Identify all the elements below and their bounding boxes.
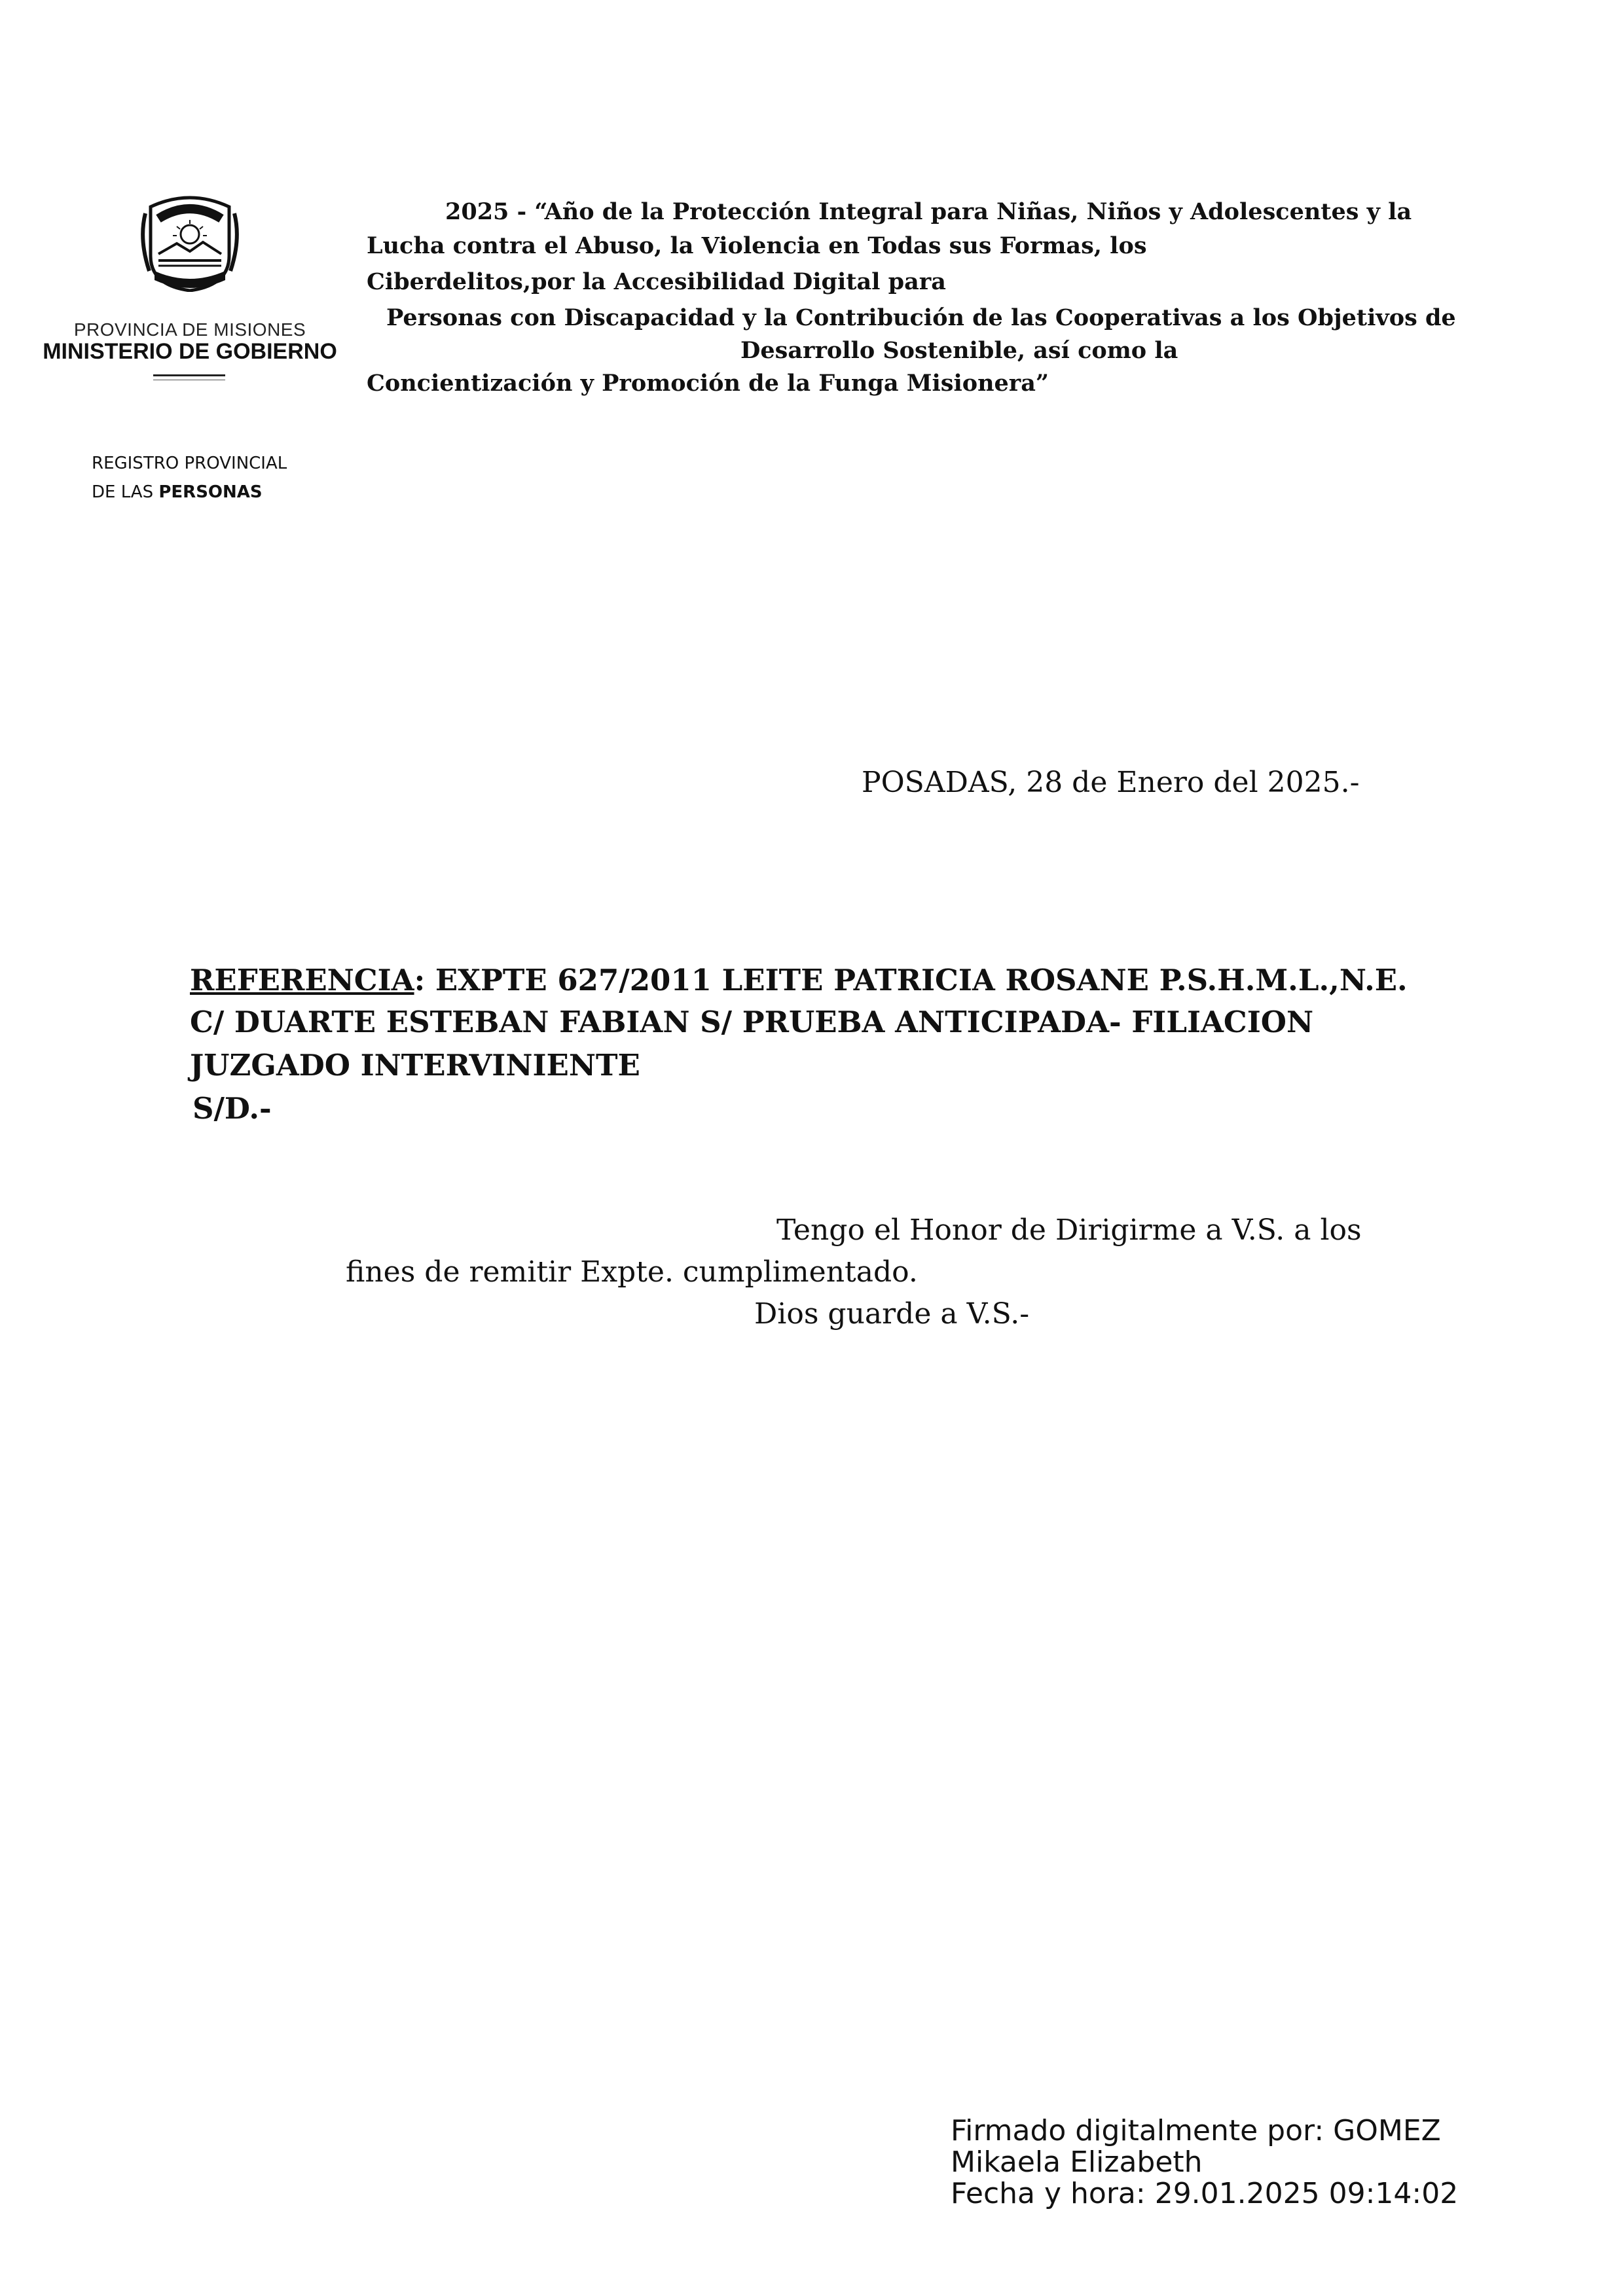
reference-line1-rest: : EXPTE 627/2011 LEITE PATRICIA ROSANE P.S.H.M.L.,N.E. <box>414 963 1408 997</box>
logo-province-label: PROVINCIA DE MISIONES <box>73 319 306 340</box>
registry-line2 <box>92 478 263 507</box>
reference-label: REFERENCIA <box>190 963 414 997</box>
header-slogan-line: Personas con Discapacidad y la Contribución de las Cooperativas a los Objetivos de <box>386 304 1456 331</box>
signature-line1: Firmado digitalmente por: GOMEZ <box>951 2114 1441 2147</box>
header-slogan-line: Ciberdelitos,por la Accesibilidad Digital para <box>367 268 946 295</box>
date-line: POSADAS, 28 de Enero del 2025.- <box>862 766 1360 799</box>
registry-line1: REGISTRO PROVINCIAL <box>92 454 287 473</box>
logo-ministry-label: MINISTERIO DE GOBIERNO <box>43 339 337 364</box>
registry-line2-prefix: DE LAS <box>92 482 159 502</box>
body-line2: fines de remitir Expte. cumplimentado. <box>346 1255 918 1289</box>
reference-line4: S/D.- <box>192 1091 272 1126</box>
header-slogan-line: Concientización y Promoción de la Funga Misionera” <box>367 370 1049 397</box>
registry-line2-bold: PERSONAS <box>158 482 263 502</box>
body-line1: Tengo el Honor de Dirigirme a V.S. a los <box>776 1213 1362 1247</box>
header-slogan-line: Desarrollo Sostenible, así como la <box>740 337 1178 364</box>
body-line3: Dios guarde a V.S.- <box>754 1297 1030 1331</box>
signature-line2: Mikaela Elizabeth <box>951 2145 1203 2179</box>
coat-of-arms-icon <box>131 194 249 292</box>
header-slogan-line: Lucha contra el Abuso, la Violencia en Todas sus Formas, los <box>367 232 1147 259</box>
signature-line3: Fecha y hora: 29.01.2025 09:14:02 <box>951 2177 1459 2210</box>
reference-line1 <box>190 960 1408 1001</box>
logo-divider <box>153 374 225 376</box>
header-slogan-line: 2025 - “Año de la Protección Integral para Niñas, Niños y Adolescentes y la <box>445 198 1412 225</box>
reference-line3: JUZGADO INTERVINIENTE <box>190 1048 640 1083</box>
reference-line2: C/ DUARTE ESTEBAN FABIAN S/ PRUEBA ANTICIPADA- FILIACION <box>190 1005 1314 1039</box>
